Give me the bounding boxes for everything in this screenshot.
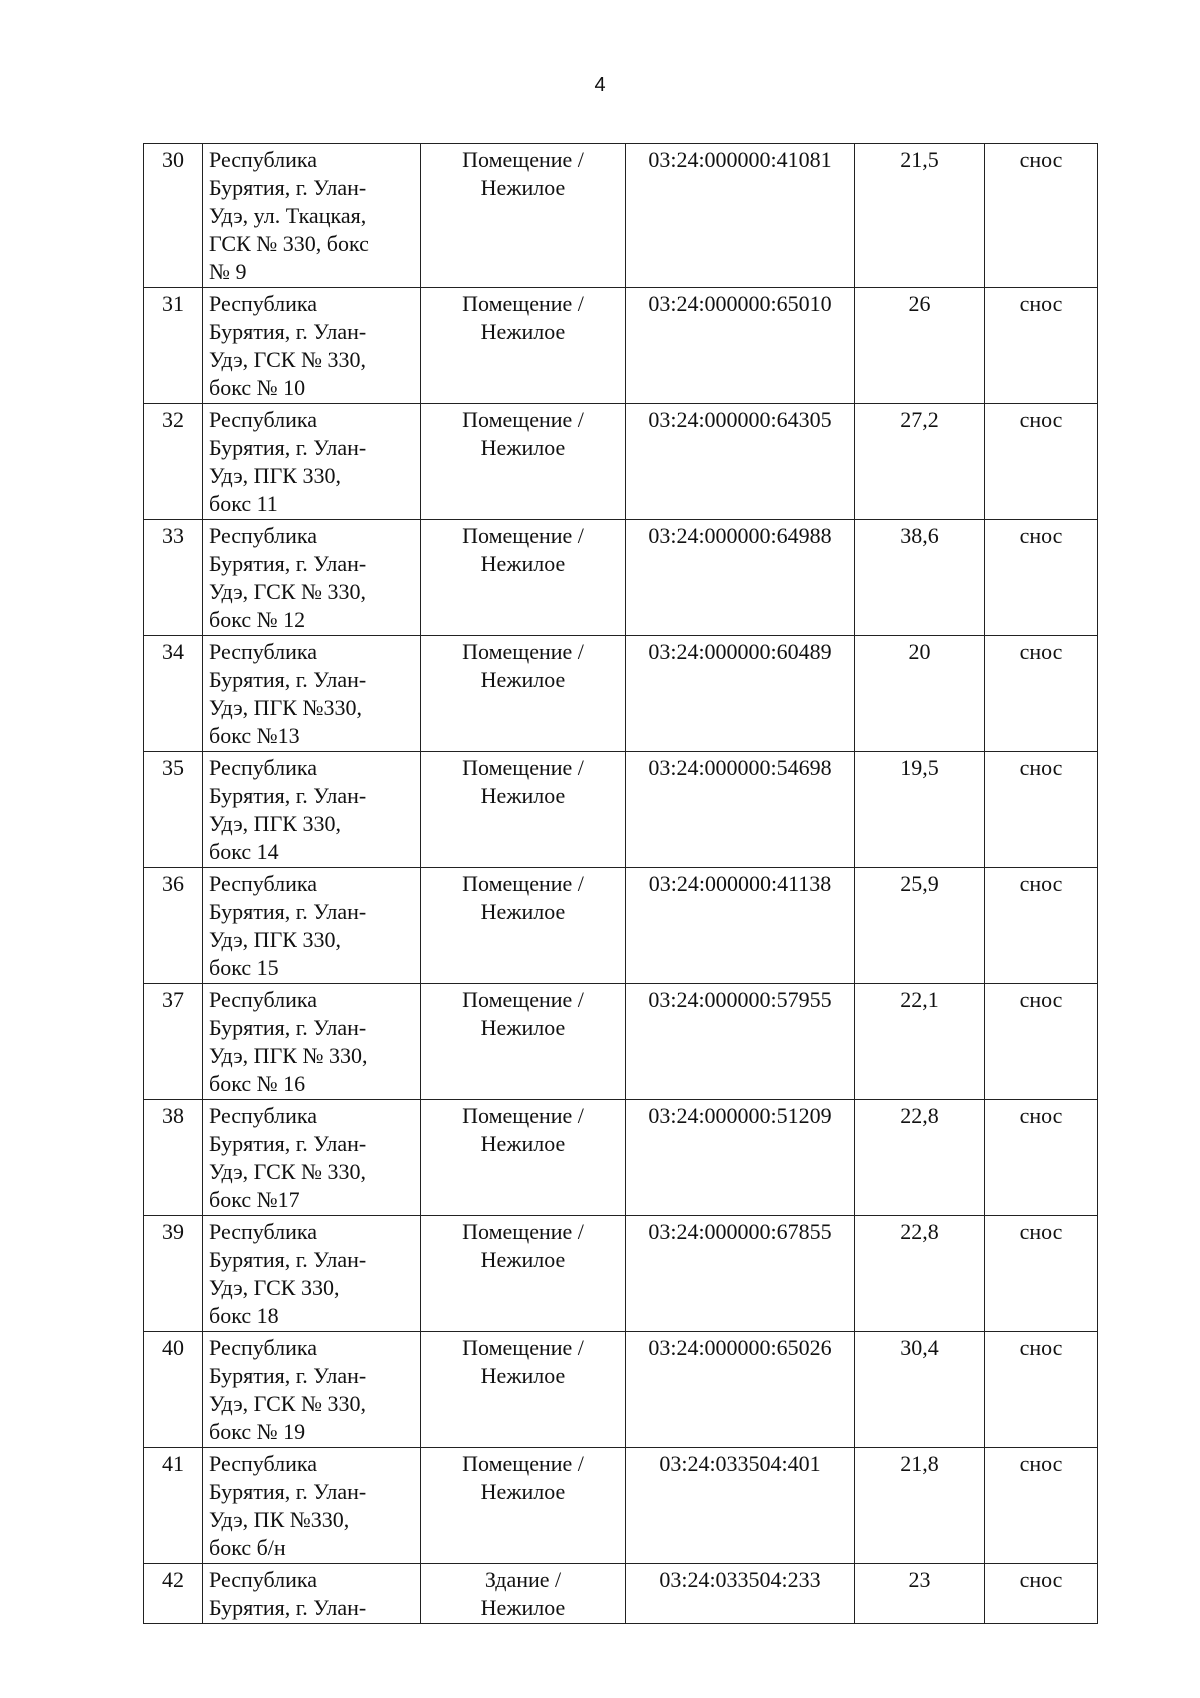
address-cell-line: Удэ, ГСК № 330,: [209, 1391, 366, 1416]
object-type-cell: [421, 1448, 626, 1564]
object-type-cell-line: Помещение /: [462, 1103, 584, 1128]
area-cell: 38,6: [855, 520, 985, 636]
address-cell-line: Удэ, ПГК 330,: [209, 463, 341, 488]
table-body: [144, 144, 1098, 1624]
address-cell-line: бокс № 16: [209, 1071, 306, 1096]
action-cell: снос: [985, 636, 1098, 752]
area-cell: 23: [855, 1564, 985, 1624]
cadastral-number-cell: 03:24:000000:64988: [626, 520, 855, 636]
address-cell-line: Бурятия, г. Улан-: [209, 899, 367, 924]
address-cell-line: Республика: [209, 639, 318, 664]
cadastral-number-cell: 03:24:000000:65010: [626, 288, 855, 404]
object-type-cell: [421, 1100, 626, 1216]
row-number-cell: 38: [144, 1100, 203, 1216]
table-row: [144, 868, 1098, 984]
address-cell: [203, 1100, 421, 1216]
object-type-cell-line: Нежилое: [480, 783, 566, 808]
object-type-cell-line: Здание /: [484, 1567, 562, 1592]
table-row: [144, 1564, 1098, 1624]
address-cell-line: Бурятия, г. Улан-: [209, 175, 367, 200]
address-cell: [203, 1448, 421, 1564]
object-type-cell-line: Помещение /: [462, 639, 584, 664]
property-table: [143, 143, 1098, 1624]
address-cell-line: Удэ, ГСК № 330,: [209, 1159, 366, 1184]
cadastral-number-cell: 03:24:033504:233: [626, 1564, 855, 1624]
address-cell-line: Республика: [209, 1567, 318, 1592]
object-type-cell: [421, 1332, 626, 1448]
object-type-cell-line: Нежилое: [480, 435, 566, 460]
area-cell: 20: [855, 636, 985, 752]
address-cell-line: Республика: [209, 523, 318, 548]
address-cell-line: бокс 18: [209, 1303, 279, 1328]
address-cell: [203, 1216, 421, 1332]
table-row: [144, 1332, 1098, 1448]
cadastral-number-cell: 03:24:000000:41138: [626, 868, 855, 984]
address-cell-line: бокс 15: [209, 955, 279, 980]
address-cell-line: ГСК № 330, бокс: [209, 231, 369, 256]
address-cell-line: Бурятия, г. Улан-: [209, 1479, 367, 1504]
area-cell: 21,8: [855, 1448, 985, 1564]
object-type-cell: [421, 1564, 626, 1624]
address-cell-line: Республика: [209, 1451, 318, 1476]
address-cell-line: Удэ, ГСК 330,: [209, 1275, 340, 1300]
object-type-cell-line: Нежилое: [480, 1595, 566, 1620]
address-cell-line: бокс №13: [209, 723, 300, 748]
action-cell: снос: [985, 520, 1098, 636]
table-row: [144, 1448, 1098, 1564]
address-cell-line: Республика: [209, 987, 318, 1012]
area-cell: 19,5: [855, 752, 985, 868]
address-cell-line: Республика: [209, 1103, 318, 1128]
table-row: [144, 288, 1098, 404]
object-type-cell-line: Нежилое: [480, 1131, 566, 1156]
address-cell-line: Удэ, ПГК № 330,: [209, 1043, 368, 1068]
table-row: [144, 404, 1098, 520]
address-cell: [203, 984, 421, 1100]
object-type-cell-line: Помещение /: [462, 987, 584, 1012]
row-number-cell: 42: [144, 1564, 203, 1624]
object-type-cell-line: Помещение /: [462, 1335, 584, 1360]
cadastral-number-cell: 03:24:000000:54698: [626, 752, 855, 868]
row-number-cell: 36: [144, 868, 203, 984]
object-type-cell-line: Нежилое: [480, 1015, 566, 1040]
row-number-cell: 30: [144, 144, 203, 288]
object-type-cell-line: Нежилое: [480, 1363, 566, 1388]
action-cell: снос: [985, 868, 1098, 984]
object-type-cell: [421, 868, 626, 984]
address-cell-line: Удэ, ул. Ткацкая,: [209, 203, 367, 228]
area-cell: 22,8: [855, 1216, 985, 1332]
object-type-cell-line: Нежилое: [480, 1247, 566, 1272]
address-cell: [203, 404, 421, 520]
address-cell-line: бокс № 12: [209, 607, 306, 632]
cadastral-number-cell: 03:24:000000:57955: [626, 984, 855, 1100]
cadastral-number-cell: 03:24:000000:64305: [626, 404, 855, 520]
address-cell-line: Удэ, ПГК №330,: [209, 695, 362, 720]
object-type-cell-line: Нежилое: [480, 551, 566, 576]
address-cell-line: Республика: [209, 1335, 318, 1360]
cadastral-number-cell: 03:24:033504:401: [626, 1448, 855, 1564]
address-cell-line: Республика: [209, 147, 318, 172]
area-cell: 25,9: [855, 868, 985, 984]
action-cell: снос: [985, 1564, 1098, 1624]
object-type-cell: [421, 520, 626, 636]
row-number-cell: 40: [144, 1332, 203, 1448]
area-cell: 30,4: [855, 1332, 985, 1448]
address-cell-line: бокс № 19: [209, 1419, 306, 1444]
address-cell-line: бокс №17: [209, 1187, 300, 1212]
address-cell-line: Республика: [209, 291, 318, 316]
object-type-cell-line: Помещение /: [462, 407, 584, 432]
object-type-cell-line: Нежилое: [480, 319, 566, 344]
object-type-cell: [421, 1216, 626, 1332]
address-cell-line: бокс 11: [209, 491, 278, 516]
area-cell: 27,2: [855, 404, 985, 520]
address-cell-line: Бурятия, г. Улан-: [209, 1247, 367, 1272]
object-type-cell-line: Помещение /: [462, 523, 584, 548]
address-cell-line: Бурятия, г. Улан-: [209, 783, 367, 808]
row-number-cell: 39: [144, 1216, 203, 1332]
address-cell-line: Бурятия, г. Улан-: [209, 1363, 367, 1388]
object-type-cell: [421, 636, 626, 752]
row-number-cell: 32: [144, 404, 203, 520]
address-cell: [203, 1564, 421, 1624]
address-cell-line: Удэ, ПГК 330,: [209, 811, 341, 836]
object-type-cell-line: Помещение /: [462, 1219, 584, 1244]
area-cell: 22,8: [855, 1100, 985, 1216]
address-cell-line: бокс № 10: [209, 375, 306, 400]
address-cell-line: бокс б/н: [209, 1535, 286, 1560]
object-type-cell: [421, 984, 626, 1100]
object-type-cell-line: Нежилое: [480, 175, 566, 200]
action-cell: снос: [985, 1100, 1098, 1216]
object-type-cell-line: Помещение /: [462, 871, 584, 896]
address-cell: [203, 868, 421, 984]
page-number: 4: [594, 74, 606, 96]
object-type-cell-line: Помещение /: [462, 755, 584, 780]
address-cell-line: Республика: [209, 1219, 318, 1244]
address-cell: [203, 1332, 421, 1448]
address-cell-line: Республика: [209, 407, 318, 432]
area-cell: 21,5: [855, 144, 985, 288]
table-row: [144, 144, 1098, 288]
row-number-cell: 31: [144, 288, 203, 404]
address-cell-line: Удэ, ГСК № 330,: [209, 579, 366, 604]
table-row: [144, 752, 1098, 868]
address-cell-line: Бурятия, г. Улан-: [209, 435, 367, 460]
object-type-cell: [421, 144, 626, 288]
object-type-cell-line: Нежилое: [480, 1479, 566, 1504]
address-cell: [203, 520, 421, 636]
action-cell: снос: [985, 1332, 1098, 1448]
area-cell: 26: [855, 288, 985, 404]
object-type-cell-line: Помещение /: [462, 291, 584, 316]
address-cell-line: Бурятия, г. Улан-: [209, 1595, 367, 1620]
address-cell-line: Удэ, ГСК № 330,: [209, 347, 366, 372]
cadastral-number-cell: 03:24:000000:65026: [626, 1332, 855, 1448]
row-number-cell: 41: [144, 1448, 203, 1564]
address-cell: [203, 288, 421, 404]
cadastral-number-cell: 03:24:000000:51209: [626, 1100, 855, 1216]
table-row: [144, 520, 1098, 636]
action-cell: снос: [985, 144, 1098, 288]
table-row: [144, 1216, 1098, 1332]
table-row: [144, 1100, 1098, 1216]
address-cell: [203, 752, 421, 868]
address-cell-line: Бурятия, г. Улан-: [209, 667, 367, 692]
object-type-cell: [421, 404, 626, 520]
cadastral-number-cell: 03:24:000000:67855: [626, 1216, 855, 1332]
object-type-cell-line: Помещение /: [462, 1451, 584, 1476]
address-cell-line: бокс 14: [209, 839, 279, 864]
address-cell-line: Удэ, ПК №330,: [209, 1507, 350, 1532]
address-cell-line: Республика: [209, 871, 318, 896]
row-number-cell: 35: [144, 752, 203, 868]
action-cell: снос: [985, 288, 1098, 404]
address-cell-line: Бурятия, г. Улан-: [209, 551, 367, 576]
address-cell-line: Удэ, ПГК 330,: [209, 927, 341, 952]
cadastral-number-cell: 03:24:000000:60489: [626, 636, 855, 752]
address-cell: [203, 144, 421, 288]
address-cell-line: № 9: [209, 259, 247, 284]
address-cell: [203, 636, 421, 752]
object-type-cell-line: Помещение /: [462, 147, 584, 172]
area-cell: 22,1: [855, 984, 985, 1100]
row-number-cell: 37: [144, 984, 203, 1100]
address-cell-line: Бурятия, г. Улан-: [209, 1015, 367, 1040]
row-number-cell: 33: [144, 520, 203, 636]
object-type-cell: [421, 288, 626, 404]
action-cell: снос: [985, 1448, 1098, 1564]
action-cell: снос: [985, 984, 1098, 1100]
object-type-cell-line: Нежилое: [480, 899, 566, 924]
action-cell: снос: [985, 404, 1098, 520]
table-row: [144, 984, 1098, 1100]
object-type-cell: [421, 752, 626, 868]
table-row: [144, 636, 1098, 752]
address-cell-line: Бурятия, г. Улан-: [209, 319, 367, 344]
address-cell-line: Республика: [209, 755, 318, 780]
object-type-cell-line: Нежилое: [480, 667, 566, 692]
action-cell: снос: [985, 752, 1098, 868]
action-cell: снос: [985, 1216, 1098, 1332]
row-number-cell: 34: [144, 636, 203, 752]
cadastral-number-cell: 03:24:000000:41081: [626, 144, 855, 288]
address-cell-line: Бурятия, г. Улан-: [209, 1131, 367, 1156]
